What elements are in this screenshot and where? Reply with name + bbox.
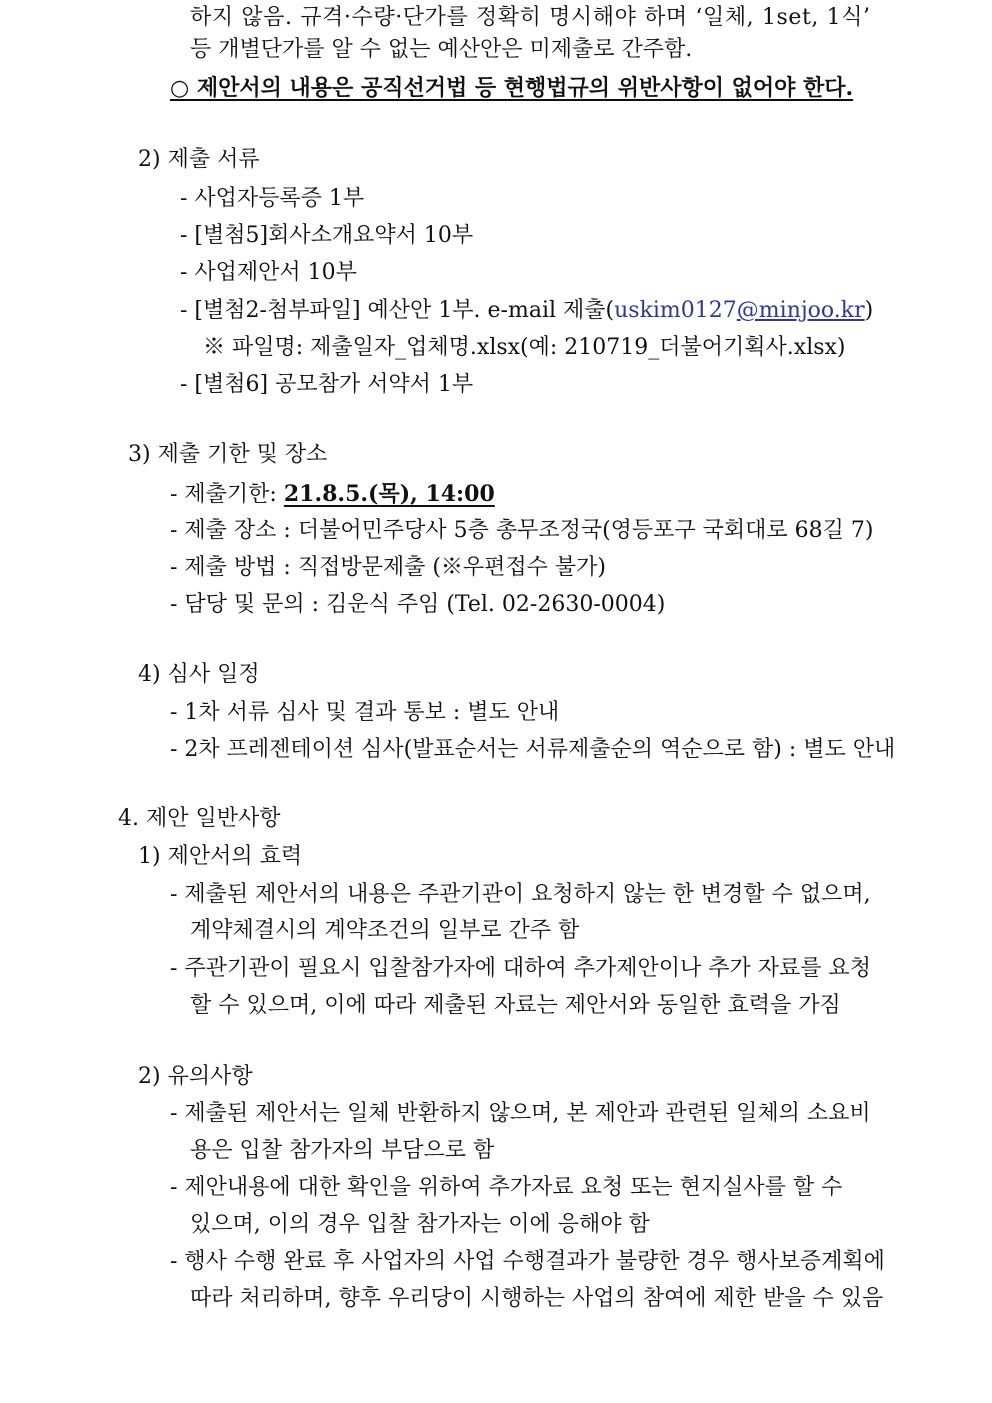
- list-item: - 사업자등록증 1부: [180, 186, 365, 211]
- list-item: - 제출된 제안서의 내용은 주관기관이 요청하지 않는 한 변경할 수 없으며,: [170, 882, 871, 907]
- list-item-continuation: 계약체결시의 계약조건의 일부로 간주 함: [190, 918, 580, 943]
- section-heading: 2) 유의사항: [138, 1064, 253, 1089]
- section-heading: 3) 제출 기한 및 장소: [128, 442, 328, 467]
- note-line: ※ 파일명: 제출일자_업체명.xlsx(예: 210719_더불어기획사.xlsx): [203, 335, 846, 360]
- list-item: [180, 296, 873, 326]
- list-item-text: - [별첨2-첨부파일] 예산안 1부. e-mail 제출(: [180, 298, 615, 323]
- text-line: 등 개별단가를 알 수 없는 예산안은 미제출로 간주함.: [190, 37, 693, 62]
- list-item: - 1차 서류 심사 및 결과 통보 : 별도 안내: [170, 700, 560, 725]
- list-item-continuation: 할 수 있으며, 이에 따라 제출된 자료는 제안서와 동일한 효력을 가짐: [190, 993, 841, 1018]
- list-item: - 제출 장소 : 더불어민주당사 5층 총무조정국(영등포구 국회대로 68길 7): [170, 518, 874, 543]
- section-heading: 2) 제출 서류: [138, 147, 260, 172]
- list-item: - 2차 프레젠테이션 심사(발표순서는 서류제출순의 역순으로 함) : 별도 안내: [170, 737, 896, 762]
- list-item: - [별첨5]회사소개요약서 10부: [180, 223, 474, 248]
- chapter-heading: 4. 제안 일반사항: [118, 806, 281, 831]
- list-item-continuation: 있으며, 이의 경우 입찰 참가자는 이에 응해야 함: [190, 1212, 650, 1237]
- list-item-continuation: 따라 처리하며, 향후 우리당이 시행하는 사업의 참여에 제한 받을 수 있음: [190, 1286, 884, 1311]
- list-item-continuation: 용은 입찰 참가자의 부담으로 함: [190, 1138, 495, 1163]
- list-item-text: ): [864, 298, 874, 323]
- deadline-label: - 제출기한:: [170, 482, 284, 507]
- notice-line: ○ 제안서의 내용은 공직선거법 등 현행법규의 위반사항이 없어야 한다.: [170, 75, 854, 101]
- list-item: - [별첨6] 공모참가 서약서 1부: [180, 372, 474, 397]
- email-domain: @minjoo.kr: [736, 298, 865, 323]
- email-local: uskim0127: [614, 298, 737, 323]
- section-heading: 1) 제안서의 효력: [138, 844, 303, 869]
- list-item: - 제안내용에 대한 확인을 위하여 추가자료 요청 또는 현지실사를 할 수: [170, 1175, 843, 1200]
- deadline-value: 21.8.5.(목), 14:00: [283, 481, 495, 507]
- list-item: [170, 479, 495, 509]
- list-item: - 담당 및 문의 : 김운식 주임 (Tel. 02-2630-0004): [170, 592, 666, 617]
- list-item: - 사업제안서 10부: [180, 260, 357, 285]
- text-line: 하지 않음. 규격·수량·단가를 정확히 명시해야 하며 ‘일체, 1set, 1식’: [190, 5, 871, 30]
- email-link[interactable]: [614, 298, 865, 323]
- list-item: - 제출 방법 : 직접방문제출 (※우편접수 불가): [170, 555, 607, 580]
- list-item: - 제출된 제안서는 일체 반환하지 않으며, 본 제안과 관련된 일체의 소요비: [170, 1101, 871, 1126]
- list-item: - 행사 수행 완료 후 사업자의 사업 수행결과가 불량한 경우 행사보증계획에: [170, 1249, 885, 1274]
- list-item: - 주관기관이 필요시 입찰참가자에 대하여 추가제안이나 추가 자료를 요청: [170, 956, 871, 981]
- section-heading: 4) 심사 일정: [138, 662, 260, 687]
